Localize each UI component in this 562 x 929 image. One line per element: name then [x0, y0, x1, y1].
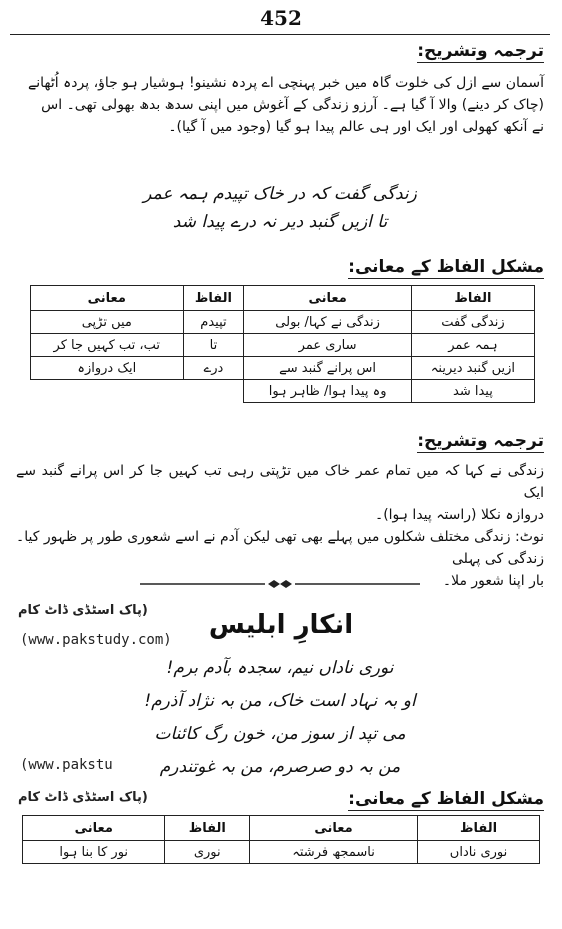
vocab1-heading: مشکل الفاظ کے معانی:: [348, 257, 544, 277]
table-cell: زندگی نے کہا/ بولی: [244, 311, 411, 334]
table-row: [31, 334, 535, 357]
divider-ornament: [140, 580, 420, 588]
paragraph-line: (چاک کر دینے) والا آ گیا ہے۔ آرزو زندگی کے آغوش میں اپنی سدھ بدھ بھولی تھی۔ اس: [41, 97, 544, 113]
header-cell: معانی: [250, 816, 418, 841]
verse-stanza-2: [60, 652, 500, 784]
table-cell: زندگی گفت: [411, 311, 534, 334]
table-cell: نور کا بنا ہوا: [23, 841, 165, 864]
header-cell: معانی: [244, 286, 411, 311]
verse-line: می تپد از سوز من، خون رگ کائنات: [154, 724, 406, 744]
table-cell: درے: [183, 357, 244, 380]
header-cell: الفاظ: [165, 816, 250, 841]
page-number: 452: [260, 6, 302, 30]
watermark-brand-partial: (پاک اسٹڈی ڈاٹ کام: [18, 790, 148, 805]
table-row: [31, 380, 535, 403]
verse-line: او بہ نہاد است خاک، من بہ نژاد آذرم!: [144, 691, 416, 711]
section1-heading: ترجمہ وتشریح:: [417, 41, 544, 61]
header-cell: معانی: [23, 816, 165, 841]
table-header-row: [23, 816, 540, 841]
watermark-url: (www.pakstudy.com): [20, 632, 172, 648]
table-cell: ساری عمر: [244, 334, 411, 357]
table-header-row: [31, 286, 535, 311]
table-cell: [31, 380, 184, 403]
vocab-table-2: [22, 815, 540, 864]
paragraph-line: دروازہ نکلا (راستہ پیدا ہوا)۔: [374, 507, 544, 523]
header-cell: الفاظ: [418, 816, 540, 841]
poem-title: انکارِ ابلیس: [208, 610, 354, 640]
header-cell: الفاظ: [411, 286, 534, 311]
note-line: نوٹ: زندگی مختلف شکلوں میں پہلے بھی تھی لیکن آدم نے اسے شعوری طور پر ظہور کیا۔ زندگی کی پہلی: [16, 529, 544, 567]
table-cell: [183, 380, 244, 403]
paragraph-line: آسمان سے ازل کی خلوت گاہ میں خبر پہنچی اے پردہ نشینو! ہوشیار ہو جاؤ، پردہ اُٹھانے: [28, 75, 544, 91]
table-cell: تپیدم: [183, 311, 244, 334]
paragraph-line: زندگی نے کہا کہ میں تمام عمر خاک میں تڑپتی رہی تب کہیں جا کر اس پرانے گنبد سے ایک: [16, 463, 544, 501]
watermark-brand: (پاک اسٹڈی ڈاٹ کام: [18, 603, 148, 618]
table-cell: میں تڑپی: [31, 311, 184, 334]
header-cell: الفاظ: [183, 286, 244, 311]
table-cell: نوری: [165, 841, 250, 864]
verse-couplet-1: [60, 180, 500, 236]
watermark-url-partial: (www.pakstu: [20, 757, 113, 773]
verse-line: من بہ دو صرصرم، من بہ غوتندرم: [159, 757, 401, 777]
header-rule: [10, 34, 550, 35]
verse-line: نوری ناداں نیم، سجدہ بآدم برم!: [166, 658, 394, 678]
table-cell: ناسمجھ فرشتہ: [250, 841, 418, 864]
paragraph-line: نے آنکھ کھولی اور ایک اور ہی عالم پیدا ہو گیا (وجود میں آ گیا)۔: [168, 119, 544, 135]
table-cell: وہ پیدا ہوا/ ظاہر ہوا: [244, 380, 411, 403]
note-line: بار اپنا شعور ملا۔: [442, 573, 544, 589]
table-row: [31, 357, 535, 380]
table-cell: ہمہ عمر: [411, 334, 534, 357]
table-cell: پیدا شد: [411, 380, 534, 403]
table-cell: تا: [183, 334, 244, 357]
table-row: [23, 841, 540, 864]
verse-line: تا ازیں گنبد دیر نہ درے پیدا شد: [172, 212, 388, 232]
table-cell: ایک دروازہ: [31, 357, 184, 380]
header-cell: معانی: [31, 286, 184, 311]
table-cell: تب، تب کہیں جا کر: [31, 334, 184, 357]
table-cell: ازیں گنبد دیرینہ: [411, 357, 534, 380]
table-cell: اس پرانے گنبد سے: [244, 357, 411, 380]
section2-paragraph: [16, 460, 544, 592]
section2-heading: ترجمہ وتشریح:: [417, 431, 544, 451]
table-cell: نوری ناداں: [418, 841, 540, 864]
vocab-table-1: [30, 285, 535, 403]
vocab2-heading: مشکل الفاظ کے معانی:: [348, 789, 544, 809]
verse-line: زندگی گفت کہ در خاک تپیدم ہمہ عمر: [143, 184, 417, 204]
section1-paragraph: [16, 72, 544, 138]
table-row: [31, 311, 535, 334]
